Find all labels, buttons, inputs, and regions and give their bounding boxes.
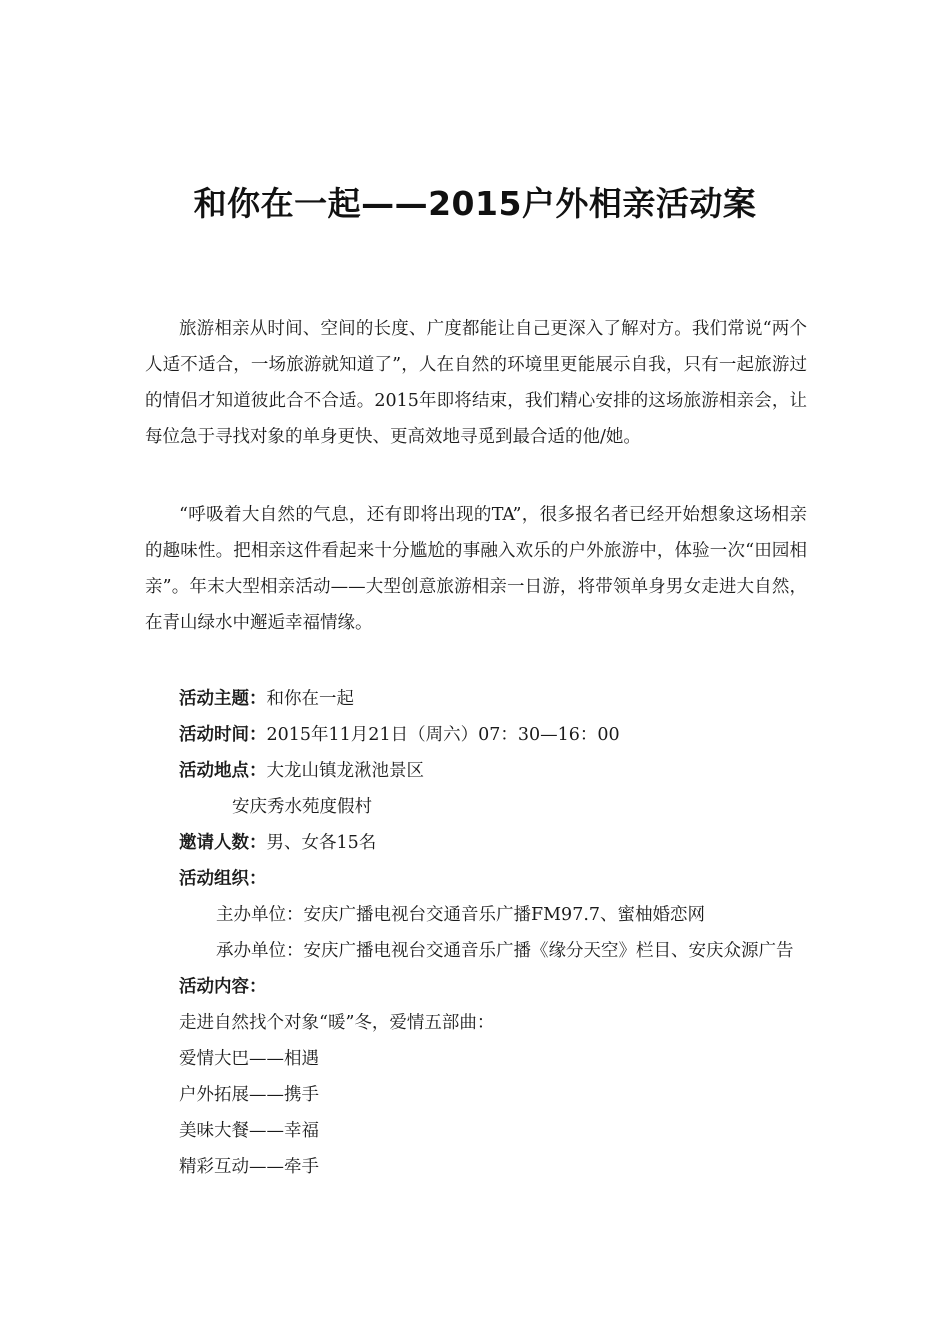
place-row-2 (145, 789, 807, 825)
invite-label: 邀请人数： (179, 833, 267, 853)
intro-paragraph-1: 旅游相亲从时间、空间的长度、广度都能让自己更深入了解对方。我们常说“两个人适不适合，一场旅游就知道了”，人在自然的环境里更能展示自我，只有一起旅游过的情侣才知道彼此合不合适。2015年即将结束，我们精心安排的这场旅游相亲会，让每位急于寻找对象的单身更快、更高效地寻觅到最合适的他/她。 (145, 319, 807, 447)
event-info (145, 681, 807, 1185)
intro-paragraph-2: “呼吸着大自然的气息，还有即将出现的TA”，很多报名者已经开始想象这场相亲的趣味性。把相亲这件看起来十分尴尬的事融入欢乐的户外旅游中，体验一次“田园相亲”。年末大型相亲活动——大型创意旅游相亲一日游，将带领单身男女走进大自然，在青山绿水中邂逅幸福情缘。 (145, 505, 807, 633)
place-label: 活动地点： (179, 761, 267, 781)
organizer-value: 承办单位：安庆广播电视台交通音乐广播《缘分天空》栏目、安庆众源广告 (216, 941, 794, 961)
invite-value: 男、女各15名 (266, 833, 377, 853)
organizer-row (145, 933, 807, 969)
theme-label: 活动主题： (179, 689, 267, 709)
place-row (145, 753, 807, 789)
document-title: 和你在一起——2015户外相亲活动案 (193, 184, 757, 223)
content-item-1: 爱情大巴——相遇 (179, 1049, 319, 1069)
content-label: 活动内容： (179, 977, 267, 997)
content-item-4: 精彩互动——牵手 (179, 1157, 319, 1177)
content-row (145, 969, 807, 1005)
time-row (145, 717, 807, 753)
content-item-2: 户外拓展——携手 (179, 1085, 319, 1105)
place-value: 大龙山镇龙湫池景区 (266, 761, 424, 781)
theme-row (145, 681, 807, 717)
org-label: 活动组织： (179, 869, 267, 889)
invite-row (145, 825, 807, 861)
place-value-2: 安庆秀水苑度假村 (232, 797, 372, 817)
time-value: 2015年11月21日（周六）07：30—16：00 (266, 725, 620, 745)
host-value: 主办单位：安庆广播电视台交通音乐广播FM97.7、蜜柚婚恋网 (216, 905, 706, 925)
time-label: 活动时间： (179, 725, 267, 745)
host-row (145, 897, 807, 933)
theme-value: 和你在一起 (266, 689, 354, 709)
content-item-3: 美味大餐——幸福 (179, 1121, 319, 1141)
content-intro: 走进自然找个对象“暖”冬，爱情五部曲： (179, 1013, 495, 1033)
org-row (145, 861, 807, 897)
